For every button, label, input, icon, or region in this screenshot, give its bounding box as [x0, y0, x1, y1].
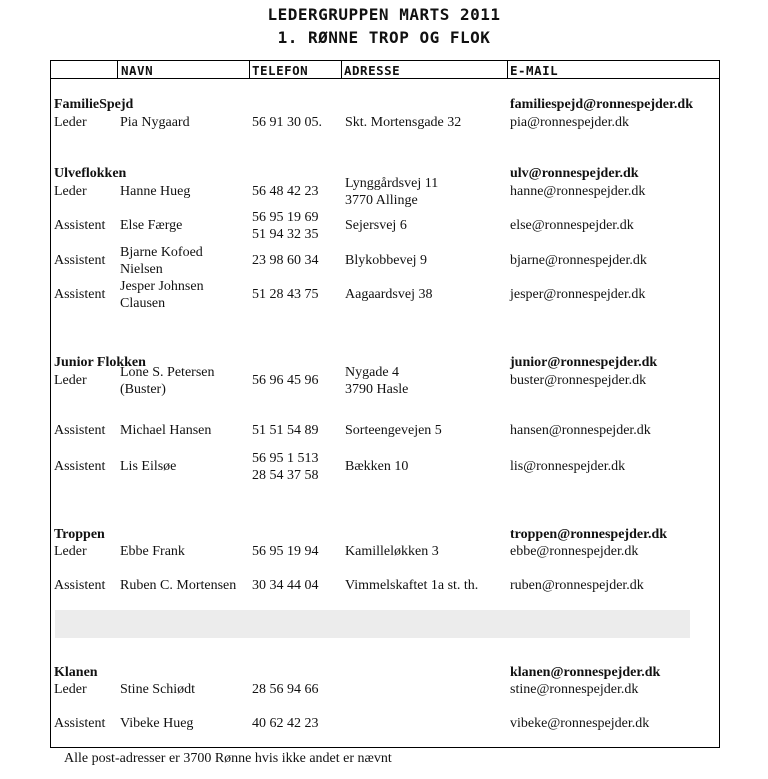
member-name: Nielsen	[120, 261, 163, 277]
group-email-link[interactable]: klanen@ronnespejder.dk	[510, 665, 661, 680]
contact-table	[50, 60, 720, 748]
member-role: Assistent	[54, 287, 106, 302]
member-email-link[interactable]: hanne@ronnespejder.dk	[510, 184, 646, 199]
member-phone: 56 95 19 69	[252, 209, 319, 225]
member-address: Aagaardsvej 38	[345, 287, 433, 302]
member-role: Assistent	[54, 578, 106, 593]
member-name: Ebbe Frank	[120, 544, 185, 559]
column-divider	[341, 61, 342, 78]
member-name: Vibeke Hueg	[120, 716, 194, 731]
group-name: Troppen	[54, 527, 105, 542]
member-role: Assistent	[54, 423, 106, 438]
column-divider	[249, 61, 250, 78]
member-email-link[interactable]: ebbe@ronnespejder.dk	[510, 544, 639, 559]
member-email-link[interactable]: else@ronnespejder.dk	[510, 218, 634, 233]
member-email-link[interactable]: pia@ronnespejder.dk	[510, 115, 630, 130]
member-email-link[interactable]: buster@ronnespejder.dk	[510, 373, 647, 388]
header-adresse: ADRESSE	[344, 63, 401, 78]
header-divider	[51, 78, 719, 79]
member-address: 3770 Allinge	[345, 192, 418, 208]
member-phone: 51 51 54 89	[252, 423, 319, 438]
member-role: Assistent	[54, 218, 106, 233]
member-role: Leder	[54, 184, 87, 199]
member-name: Else Færge	[120, 218, 183, 233]
member-phone: 30 34 44 04	[252, 578, 319, 593]
member-phone: 28 54 37 58	[252, 467, 319, 483]
member-address: Vimmelskaftet 1a st. th.	[345, 578, 479, 593]
member-name: Lis Eilsøe	[120, 459, 177, 474]
member-phone: 51 94 32 35	[252, 226, 319, 242]
footer-note: Alle post-adresser er 3700 Rønne hvis ikke andet er nævnt	[64, 751, 392, 766]
member-email-link[interactable]: vibeke@ronnespejder.dk	[510, 716, 650, 731]
group-email-link[interactable]: ulv@ronnespejder.dk	[510, 166, 639, 181]
column-divider	[117, 61, 118, 78]
document-subtitle: 1. RØNNE TROP OG FLOK	[277, 28, 491, 47]
member-name: Jesper Johnsen	[120, 278, 204, 294]
member-phone: 56 95 1 513	[252, 450, 319, 466]
member-name: Hanne Hueg	[120, 184, 191, 199]
member-email-link[interactable]: ruben@ronnespejder.dk	[510, 578, 644, 593]
member-email-link[interactable]: stine@ronnespejder.dk	[510, 682, 639, 697]
member-address: Kamilleløkken 3	[345, 544, 439, 559]
member-role: Assistent	[54, 253, 106, 268]
group-name: Klanen	[54, 665, 98, 680]
member-phone: 23 98 60 34	[252, 253, 319, 268]
group-email-link[interactable]: troppen@ronnespejder.dk	[510, 527, 668, 542]
group-email-link[interactable]: familiespejd@ronnespejder.dk	[510, 97, 693, 112]
member-role: Leder	[54, 115, 87, 130]
member-name: Clausen	[120, 295, 166, 311]
header-navn: NAVN	[121, 63, 154, 78]
member-phone: 56 96 45 96	[252, 373, 319, 388]
member-name: Lone S. Petersen	[120, 364, 215, 380]
member-address: Sorteengevejen 5	[345, 423, 442, 438]
member-name: Bjarne Kofoed	[120, 244, 203, 260]
member-role: Leder	[54, 544, 87, 559]
member-phone: 56 48 42 23	[252, 184, 319, 199]
member-address: 3790 Hasle	[345, 381, 409, 397]
member-name: Ruben C. Mortensen	[120, 578, 237, 593]
member-address: Skt. Mortensgade 32	[345, 115, 462, 130]
member-email-link[interactable]: lis@ronnespejder.dk	[510, 459, 626, 474]
header-telefon: TELEFON	[252, 63, 309, 78]
member-email-link[interactable]: bjarne@ronnespejder.dk	[510, 253, 647, 268]
document-title: LEDERGRUPPEN MARTS 2011	[267, 5, 501, 24]
group-name: FamilieSpejd	[54, 97, 134, 112]
member-address: Bækken 10	[345, 459, 409, 474]
member-address: Sejersvej 6	[345, 218, 407, 233]
group-name: Junior Flokken	[54, 355, 146, 370]
member-name: Michael Hansen	[120, 423, 212, 438]
member-name: (Buster)	[120, 381, 166, 397]
member-email-link[interactable]: jesper@ronnespejder.dk	[510, 287, 646, 302]
member-role: Leder	[54, 682, 87, 697]
member-phone: 28 56 94 66	[252, 682, 319, 697]
member-name: Pia Nygaard	[120, 115, 190, 130]
member-email-link[interactable]: hansen@ronnespejder.dk	[510, 423, 651, 438]
member-role: Assistent	[54, 459, 106, 474]
member-address: Nygade 4	[345, 364, 400, 380]
shaded-band	[55, 610, 690, 638]
member-phone: 56 91 30 05.	[252, 115, 322, 130]
member-name: Stine Schiødt	[120, 682, 196, 697]
column-divider	[507, 61, 508, 78]
member-address: Lynggårdsvej 11	[345, 175, 439, 191]
group-email-link[interactable]: junior@ronnespejder.dk	[510, 355, 658, 370]
member-phone: 40 62 42 23	[252, 716, 319, 731]
member-address: Blykobbevej 9	[345, 253, 428, 268]
header-email: E-MAIL	[510, 63, 559, 78]
member-phone: 51 28 43 75	[252, 287, 319, 302]
member-role: Assistent	[54, 716, 106, 731]
member-phone: 56 95 19 94	[252, 544, 319, 559]
member-role: Leder	[54, 373, 87, 388]
group-name: Ulveflokken	[54, 166, 127, 181]
